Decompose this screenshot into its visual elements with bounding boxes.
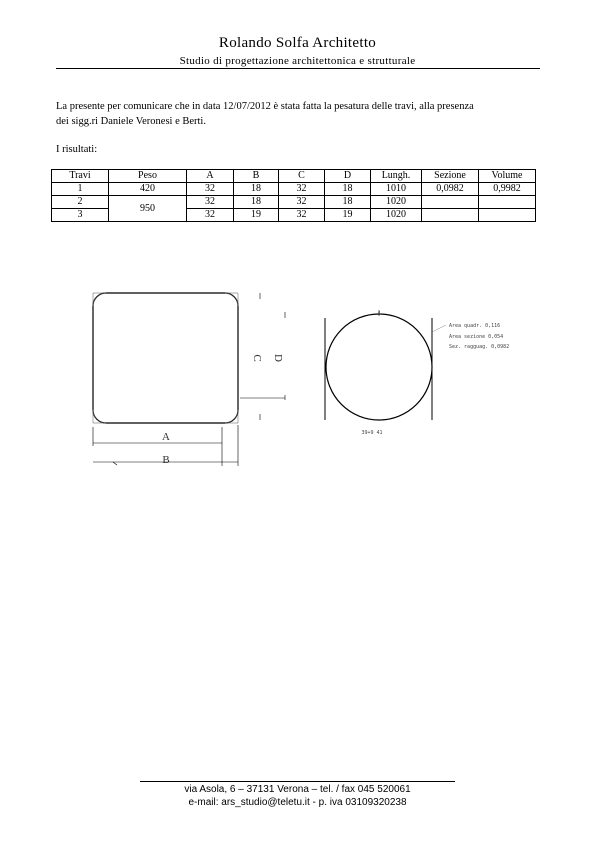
table-cell: 1010 [371,183,422,196]
dimension-label-a: A [162,431,170,443]
table-cell: 32 [187,183,234,196]
table-cell: 2 [52,196,109,209]
table-cell-merged-peso: 950 [109,196,187,222]
table-cell: 32 [279,183,325,196]
table-cell: 1020 [371,209,422,222]
circle-bottom-label: 39+9 41 [361,430,383,436]
leader-line [432,325,446,332]
table-cell: 0,9982 [479,183,536,196]
col-header-sezione: Sezione [422,170,479,183]
square-outline [93,293,238,423]
table-cell: 1020 [371,196,422,209]
table-cell: 420 [109,183,187,196]
dimension-label-c: C [251,354,263,362]
table-cell: 3 [52,209,109,222]
footer-divider [140,781,455,782]
table-cell: 32 [279,209,325,222]
table-cell: 0,0982 [422,183,479,196]
col-header-a: A [187,170,234,183]
circle-note-3: Sez. ragguag. 0,0982 [449,344,510,350]
col-header-b: B [234,170,279,183]
table-cell: 18 [234,196,279,209]
letterhead-subtitle: Studio di progettazione architettonica e strutturale [179,55,416,67]
corner-mark [93,293,106,306]
circle-note-2: Area sezione 0,054 [449,334,504,340]
col-header-volume: Volume [479,170,536,183]
table-cell: 18 [325,196,371,209]
col-header-d: D [325,170,371,183]
col-header-travi: Travi [52,170,109,183]
col-header-c: C [279,170,325,183]
dimension-a [93,427,222,446]
circle-top-label: 4 [377,311,381,317]
circle-outline [326,314,432,420]
circle-section-drawing [325,310,446,420]
letterhead-title: Rolando Solfa Architetto [218,35,377,51]
table-cell: 19 [325,209,371,222]
corner-mark [225,410,238,423]
footer-contact: e-mail: ars_studio@teletu.it - p. iva 03109320238 [188,797,407,808]
corner-mark [225,293,238,306]
dimension-label-b: B [162,454,170,466]
col-header-peso: Peso [109,170,187,183]
table-cell: 1 [52,183,109,196]
table-cell: 18 [234,183,279,196]
footer-address: via Asola, 6 – 37131 Verona – tel. / fax 045 520061 [184,784,411,795]
dimension-label-d: D [272,354,284,362]
col-header-lunghezza: Lungh. [371,170,422,183]
results-label: I risultati: [56,144,98,155]
square-section-drawing [93,293,285,466]
intro-line-2: dei sigg.ri Daniele Veronesi e Berti. [56,116,206,127]
intro-line-1: La presente per comunicare che in data 12/07/2012 è stata fatta la pesatura delle travi, alla presenza [56,101,474,112]
table-cell: 32 [279,196,325,209]
table-cell: 18 [325,183,371,196]
table-cell: 32 [187,209,234,222]
table-cell: 32 [187,196,234,209]
table-cell: 19 [234,209,279,222]
corner-mark [93,410,106,423]
circle-note-1: Area quadr. 0,116 [449,323,501,329]
